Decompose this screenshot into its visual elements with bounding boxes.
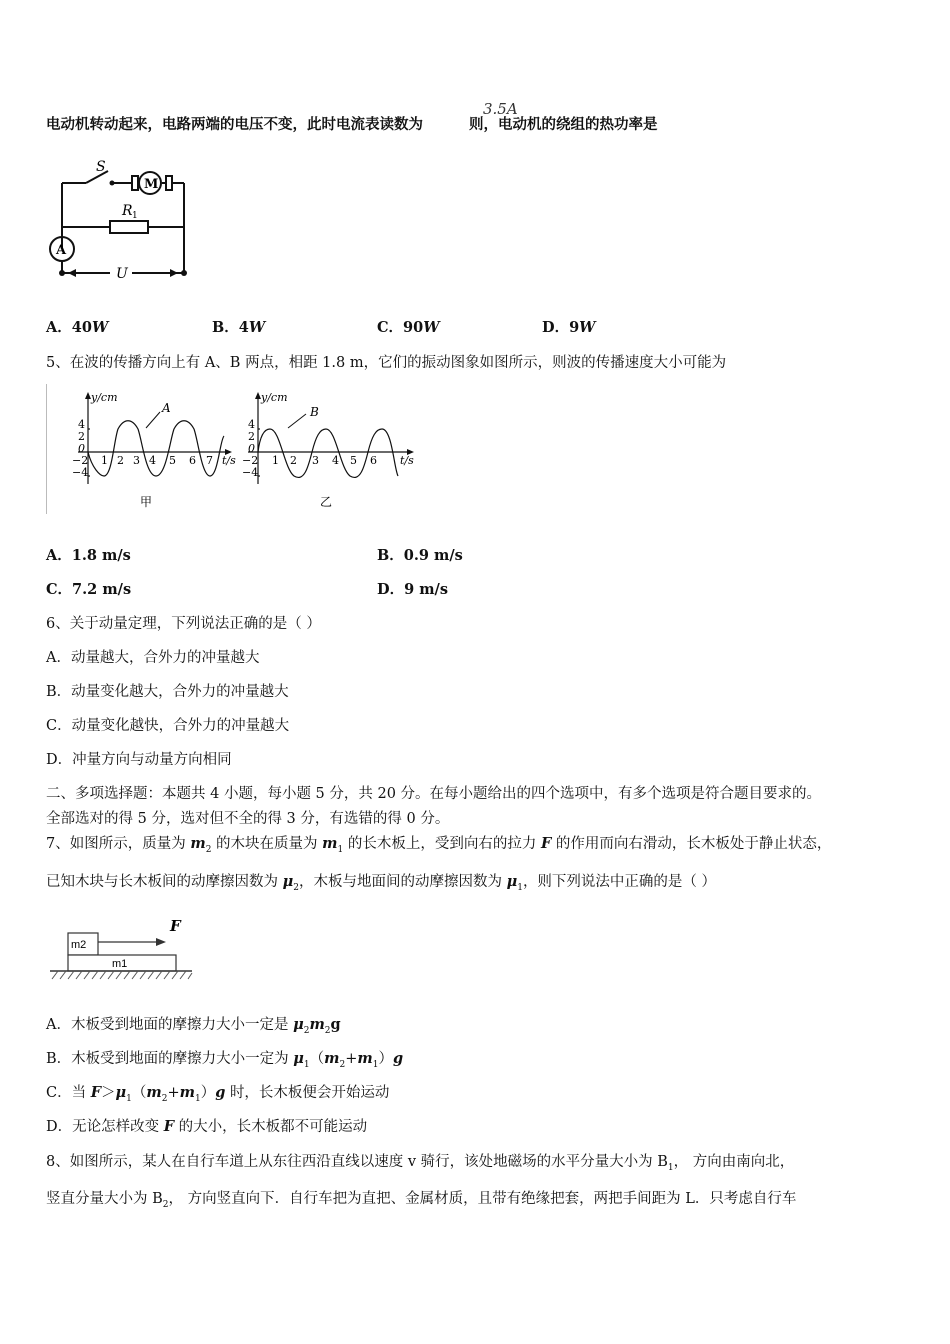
q5-option-c[interactable]: C．7.2 m/s xyxy=(46,581,132,598)
resistor-label: R xyxy=(122,203,133,219)
q7-fig-m1: m1 xyxy=(112,958,128,970)
q4-current-value: 3.5A xyxy=(483,100,518,118)
q4-stem: 电动机转动起来，电路两端的电压不变，此时电流表读数为 则，电动机的绕组的热功率是 xyxy=(46,116,658,133)
g2-ylabel: y/cm xyxy=(261,391,288,404)
g2-ytick-m2: −2 xyxy=(242,454,259,467)
q6-option-b[interactable]: B．动量变化越大，合外力的冲量越大 xyxy=(46,684,289,700)
q7-block-diagram xyxy=(46,915,206,985)
q7-option-a[interactable]: A．木板受到地面的摩擦力大小一定是 $\mu_2m_2g$ xyxy=(46,1016,341,1036)
g2-ytick-4: 4 xyxy=(248,418,255,431)
q4-circuit-diagram xyxy=(40,155,200,295)
g2-ytick-m4: −4 xyxy=(242,466,259,479)
section2-line2: 全部选对的得 5 分，选对但不全的得 3 分，有选错的得 0 分。 xyxy=(46,811,450,827)
g2-xlabel: t/s xyxy=(400,454,414,467)
g1-xtick-5: 5 xyxy=(169,454,176,467)
g1-caption: 甲 xyxy=(140,495,153,509)
q7-fig-m2: m2 xyxy=(71,939,87,951)
g2-ytick-2: 2 xyxy=(248,430,255,443)
q5-option-a[interactable]: A．1.8 m/s xyxy=(46,547,131,564)
q4-option-a[interactable]: A．40W xyxy=(46,319,109,336)
q8-line2: 竖直分量大小为 $B_2$， 方向竖直向下．自行车把为直把、金属材质，且带有绝缘把套，两把手间距为 L．只考虑自行车 xyxy=(46,1191,797,1210)
g1-ytick-m2: −2 xyxy=(72,454,89,467)
switch-label: S xyxy=(96,159,106,175)
q5-option-b[interactable]: B．0.9 m/s xyxy=(377,547,463,564)
g2-curve-label: B xyxy=(310,405,319,419)
g1-xtick-6: 6 xyxy=(189,454,196,467)
g1-ylabel: y/cm xyxy=(91,391,118,404)
g2-xtick-1: 1 xyxy=(272,454,279,467)
g1-ytick-4: 4 xyxy=(78,418,85,431)
g1-ytick-0: 0 xyxy=(78,442,85,455)
q4-option-d[interactable]: D．9W xyxy=(542,319,596,336)
g1-ytick-2: 2 xyxy=(78,430,85,443)
q4-option-b[interactable]: B．4W xyxy=(212,319,266,336)
q5-graphs xyxy=(48,384,428,514)
g2-xtick-6: 6 xyxy=(370,454,377,467)
g2-xtick-3: 3 xyxy=(312,454,319,467)
q6-stem: 6、关于动量定理，下列说法正确的是（ ） xyxy=(46,616,321,632)
q7-option-c[interactable]: C．当 $F>\mu_1(m_2+m_1)g$ 时，长木板便会开始运动 xyxy=(46,1084,390,1104)
q7-fig-force: F xyxy=(170,917,181,935)
g1-curve-label: A xyxy=(162,401,171,415)
q7-option-d[interactable]: D．无论怎样改变 F 的大小，长木板都不可能运动 xyxy=(46,1118,368,1135)
q5-stem: 5、在波的传播方向上有 A、B 两点，相距 1.8 m，它们的振动图象如图所示，则波的传播速度大小可能为 xyxy=(46,355,727,371)
g2-caption: 乙 xyxy=(320,495,333,509)
g2-ytick-0: 0 xyxy=(248,442,255,455)
voltage-label: U xyxy=(116,266,128,282)
motor-label: M xyxy=(144,177,159,192)
g1-xtick-2: 2 xyxy=(117,454,124,467)
q5-graph-border xyxy=(46,384,47,514)
resistor-sub: 1 xyxy=(132,211,138,221)
section2-line1: 二、多项选择题：本题共 4 小题，每小题 5 分，共 20 分。在每小题给出的四个选项中，有多个选项是符合题目要求的。 xyxy=(46,786,822,802)
ammeter-label: A xyxy=(56,243,67,258)
g1-xtick-1: 1 xyxy=(101,454,108,467)
g1-xlabel: t/s xyxy=(222,454,236,467)
q7-option-b[interactable]: B．木板受到地面的摩擦力大小一定为 $\mu_1(m_2+m_1)g$ xyxy=(46,1050,404,1070)
g1-xtick-3: 3 xyxy=(133,454,140,467)
q6-option-a[interactable]: A．动量越大，合外力的冲量越大 xyxy=(46,650,260,666)
g2-xtick-4: 4 xyxy=(332,454,339,467)
q6-option-d[interactable]: D．冲量方向与动量方向相同 xyxy=(46,752,232,768)
q4-option-c[interactable]: C．90W xyxy=(377,319,440,336)
q7-line1: 7、如图所示，质量为 $m_2$ 的木块在质量为 $m_1$ 的长木板上，受到向右的拉力 F 的作用而向右滑动，长木板处于静止状态， xyxy=(46,835,832,855)
g2-xtick-2: 2 xyxy=(290,454,297,467)
g1-xtick-7: 7 xyxy=(206,454,213,467)
q7-line2: 已知木块与长木板间的动摩擦因数为 $\mu_2$，木板与地面间的动摩擦因数为 $\mu_1$，则下列说法中正确的是（ ） xyxy=(46,873,717,893)
g1-ytick-m4: −4 xyxy=(72,466,89,479)
q5-option-d[interactable]: D．9 m/s xyxy=(377,581,449,598)
g1-xtick-4: 4 xyxy=(149,454,156,467)
q8-line1: 8、如图所示，某人在自行车道上从东往西沿直线以速度 v 骑行，该处地磁场的水平分量大小为 $B_1$， 方向由南向北， xyxy=(46,1154,795,1173)
g2-xtick-5: 5 xyxy=(350,454,357,467)
q6-option-c[interactable]: C．动量变化越快，合外力的冲量越大 xyxy=(46,718,290,734)
